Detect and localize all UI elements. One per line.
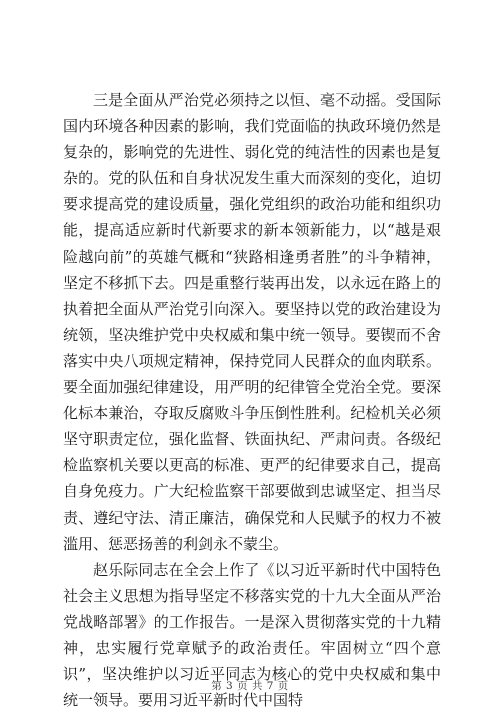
paragraph: 三是全面从严治党必须持之以恒、毫不动摇。受国际国内环境各种因素的影响，我们党面临的执政环境仍然是复杂的，影响党的先进性、弱化党的纯洁性的因素也是复杂的。党的队伍和自身状况发生重大而深刻的变化，迫切要求提高党的建设质量，强化党组织的政治功能和组织功能，提高适应新时代新要求的新本领新能力，以“越是艰险越向前”的英雄气概和“狭路相逢勇者胜”的斗争精神，坚定不移抓下去。四是重整行装再出发，以永远在路上的执着把全面从严治党引向深入。要坚持以党的政治建设为统领，坚决维护党中央权威和集中统一领导。要锲而不舍落实中央八项规定精神，保持党同人民群众的血肉联系。要全面加强纪律建设，用严明的纪律管全党治全党。要深化标本兼治，夺取反腐败斗争压倒性胜利。纪检机关必须坚守职责定位，强化监督、铁面执纪、严肃问责。各级纪检监察机关要以更高的标准、更严的纪律要求自己，提高自身免疫力。广大纪检监察干部要做到忠诚坚定、担当尽责、遵纪守法、清正廉洁，确保党和人民赋予的权力不被滥用、惩恶扬善的利剑永不蒙尘。 xyxy=(63,91,441,553)
paragraph: 赵乐际同志在全会上作了《以习近平新时代中国特色社会主义思想为指导坚定不移落实党的十九大全面从严治党战略部署》的工作报告。一是深入贯彻落实党的十九精神，忠实履行党章赋予的政治责任。牢固树立“四个意识”，坚决维护以习近平同志为核心的党中央权威和集中统一领导。要用习近平新时代中国特 xyxy=(63,560,441,710)
body-text xyxy=(63,87,441,713)
page-number-footer: 第 3 页 共 7 页 xyxy=(211,680,289,692)
